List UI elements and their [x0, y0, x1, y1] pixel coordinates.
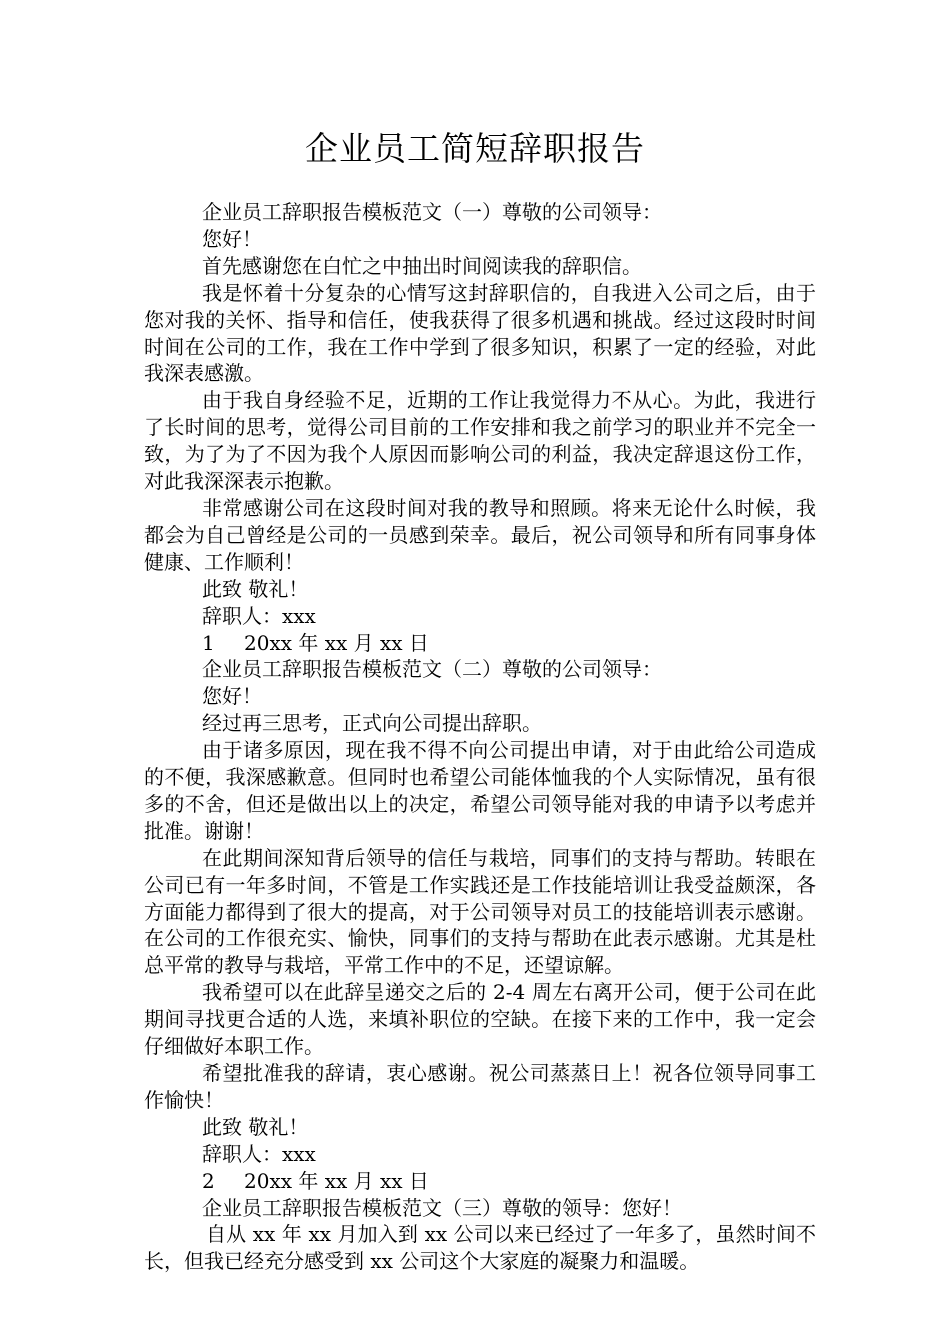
- section-2-date: 20xx 年 xx 月 xx 日: [244, 1168, 429, 1193]
- section-2-number: 2: [202, 1168, 215, 1193]
- section-3-heading: 企业员工辞职报告模板范文（三）尊敬的领导：您好！: [202, 1195, 682, 1220]
- document-body: [144, 199, 816, 1275]
- section-2-greeting: 您好！: [202, 684, 262, 709]
- section-1-paragraph-4: 非常感谢公司在这段时间对我的教导和照顾。将来无论什么时候，我都会为自己曾经是公司的一员感到荣幸。最后，祝公司领导和所有同事身体健康、工作顺利！: [144, 495, 816, 574]
- section-1-paragraph-2: 我是怀着十分复杂的心情写这封辞职信的，自我进入公司之后，由于您对我的关怀、指导和信任，使我获得了很多机遇和挑战。经过这段时时间时间在公司的工作，我在工作中学到了很多知识，积累了一定的经验，对此我深表感激。: [144, 280, 816, 386]
- section-2-date-line: [144, 1168, 816, 1195]
- section-1-paragraph-1: 首先感谢您在白忙之中抽出时间阅读我的辞职信。: [202, 253, 642, 278]
- section-1-date-line: [144, 630, 816, 657]
- section-1-heading: 企业员工辞职报告模板范文（一）尊敬的公司领导：: [202, 200, 662, 224]
- section-2-paragraph-3: 在此期间深知背后领导的信任与栽培，同事们的支持与帮助。转眼在公司已有一年多时间，不管是工作实践还是工作技能培训让我受益颇深，各方面能力都得到了很大的提高，对于公司领导对员工的技能培训表示感谢。在公司的工作很充实、愉快，同事们的支持与帮助在此表示感谢。尤其是杜总平常的教导与栽培，平常工作中的不足，还望谅解。: [144, 845, 816, 978]
- section-1-number: 1: [202, 630, 215, 655]
- section-2-paragraph-2: 由于诸多原因，现在我不得不向公司提出申请，对于由此给公司造成的不便，我深感歉意。但同时也希望公司能体恤我的个人实际情况，虽有很多的不舍，但还是做出以上的决定，希望公司领导能对我的申请予以考虑并批准。谢谢！: [144, 738, 816, 843]
- section-3-paragraph-1: 自从 xx 年 xx 月加入到 xx 公司以来已经过了一年多了，虽然时间不长，但我已经充分感受到 xx 公司这个大家庭的凝聚力和温暖。: [144, 1222, 816, 1274]
- section-1-greeting: 您好！: [202, 226, 262, 251]
- section-2-signer: 辞职人：xxx: [202, 1141, 316, 1166]
- section-1-paragraph-3: 由于我自身经验不足，近期的工作让我觉得力不从心。为此，我进行了长时间的思考，觉得公司目前的工作安排和我之前学习的职业并不完全一致，为了为了不因为我个人原因而影响公司的利益，我决定辞退这份工作，对此我深深表示抱歉。: [144, 388, 816, 494]
- section-2-heading: 企业员工辞职报告模板范文（二）尊敬的公司领导：: [202, 657, 662, 682]
- section-2-closing: 此致 敬礼！: [202, 1114, 309, 1139]
- section-1-closing: 此致 敬礼！: [202, 576, 309, 601]
- section-1-date: 20xx 年 xx 月 xx 日: [244, 630, 429, 655]
- section-2-paragraph-5: 希望批准我的辞请，衷心感谢。祝公司蒸蒸日上！祝各位领导同事工作愉快！: [144, 1061, 816, 1112]
- document-title: 企业员工简短辞职报告: [305, 129, 645, 168]
- section-2-paragraph-1: 经过再三思考，正式向公司提出辞职。: [202, 711, 542, 736]
- section-2-paragraph-4: 我希望可以在此辞呈递交之后的 2-4 周左右离开公司，便于公司在此期间寻找更合适的人选，来填补职位的空缺。在接下来的工作中，我一定会仔细做好本职工作。: [144, 980, 816, 1059]
- section-1-signer: 辞职人：xxx: [202, 603, 316, 628]
